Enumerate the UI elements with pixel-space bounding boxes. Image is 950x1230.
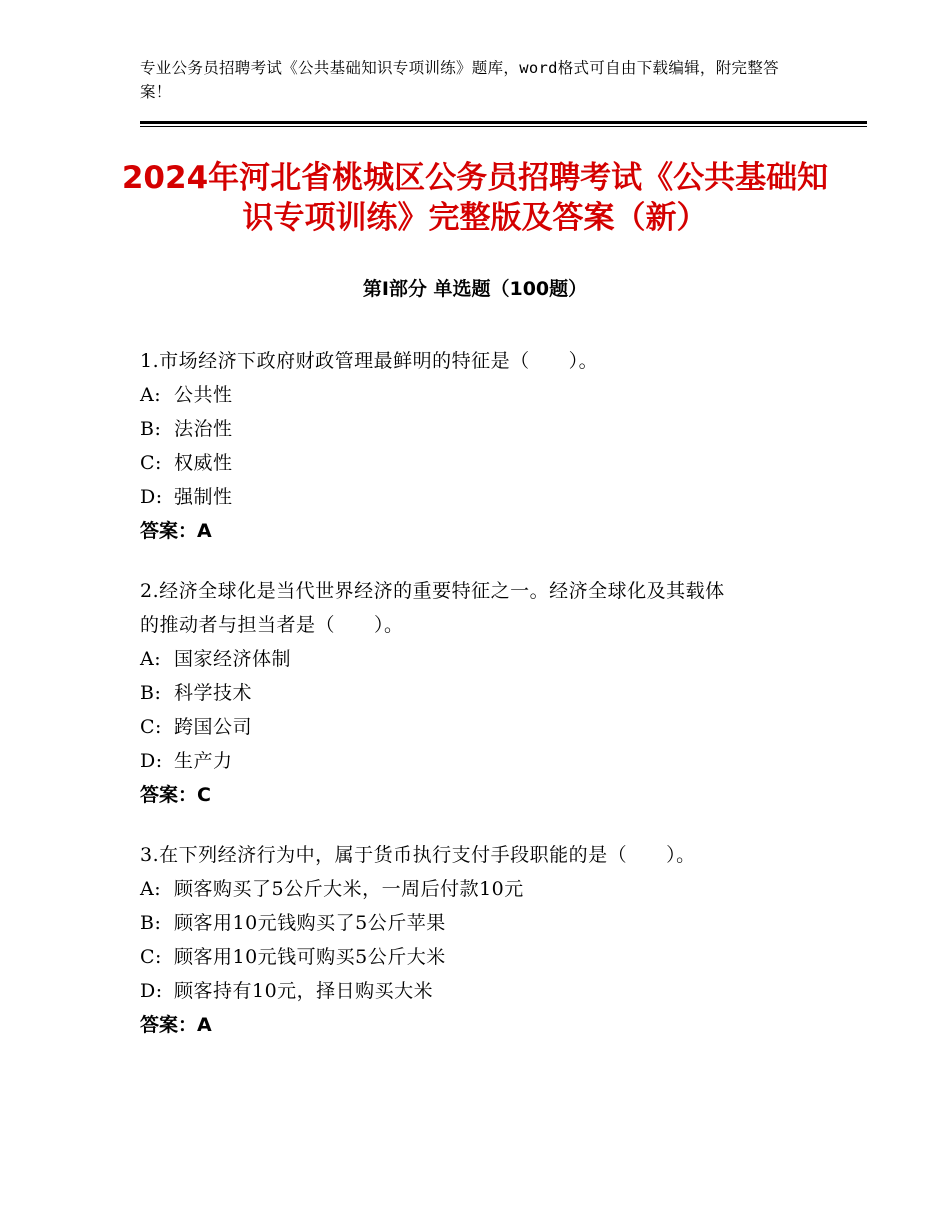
option-b — [140, 676, 820, 710]
answer-line: 答案：A — [140, 1014, 212, 1036]
option-text: 顾客用10元钱购买了5公斤苹果 — [174, 912, 446, 934]
option-letter: A: — [140, 648, 162, 670]
option-letter: D: — [140, 750, 163, 772]
option-c — [140, 940, 820, 974]
option-text: 科学技术 — [174, 682, 253, 704]
option-letter: A: — [140, 878, 162, 900]
option-c — [140, 446, 820, 480]
option-text: 顾客购买了5公斤大米，一周后付款10元 — [174, 878, 524, 900]
option-text: 法治性 — [174, 418, 233, 440]
answer-line: 答案：C — [140, 784, 211, 806]
option-b — [140, 906, 820, 940]
option-a — [140, 642, 820, 676]
header-divider-thin — [140, 126, 867, 127]
question-1 — [140, 344, 820, 548]
document-title: 2024年河北省桃城区公务员招聘考试《公共基础知识专项训练》完整版及答案（新） — [121, 160, 829, 236]
question-3 — [140, 838, 820, 1042]
option-d — [140, 744, 820, 778]
option-letter: C: — [140, 716, 162, 738]
question-stem: 2.经济全球化是当代世界经济的重要特征之一。经济全球化及其载体 — [140, 580, 725, 602]
option-c — [140, 710, 820, 744]
option-text: 顾客持有10元，择日购买大米 — [174, 980, 434, 1002]
option-a — [140, 872, 820, 906]
option-text: 强制性 — [174, 486, 233, 508]
option-d — [140, 480, 820, 514]
question-2 — [140, 574, 820, 812]
question-list — [140, 344, 820, 1068]
option-letter: B: — [140, 912, 162, 934]
section-heading: 第Ⅰ部分 单选题（100题） — [362, 278, 588, 300]
option-text: 生产力 — [174, 750, 233, 772]
option-text: 国家经济体制 — [174, 648, 292, 670]
option-letter: B: — [140, 418, 162, 440]
option-text: 顾客用10元钱可购买5公斤大米 — [174, 946, 446, 968]
question-stem-continued: 的推动者与担当者是（ ）。 — [140, 614, 404, 636]
option-letter: B: — [140, 682, 162, 704]
header-note: 专业公务员招聘考试《公共基础知识专项训练》题库，word格式可自由下载编辑，附完整答案！ — [140, 59, 779, 101]
option-letter: D: — [140, 486, 163, 508]
option-b — [140, 412, 820, 446]
option-a — [140, 378, 820, 412]
option-letter: D: — [140, 980, 163, 1002]
question-stem: 1.市场经济下政府财政管理最鲜明的特征是（ ）。 — [140, 350, 599, 372]
option-d — [140, 974, 820, 1008]
option-text: 跨国公司 — [174, 716, 253, 738]
answer-line: 答案：A — [140, 520, 212, 542]
option-letter: C: — [140, 452, 162, 474]
question-stem: 3.在下列经济行为中，属于货币执行支付手段职能的是（ ）。 — [140, 844, 696, 866]
option-letter: A: — [140, 384, 162, 406]
option-text: 权威性 — [174, 452, 233, 474]
option-text: 公共性 — [174, 384, 233, 406]
option-letter: C: — [140, 946, 162, 968]
header-divider-thick — [140, 121, 867, 124]
